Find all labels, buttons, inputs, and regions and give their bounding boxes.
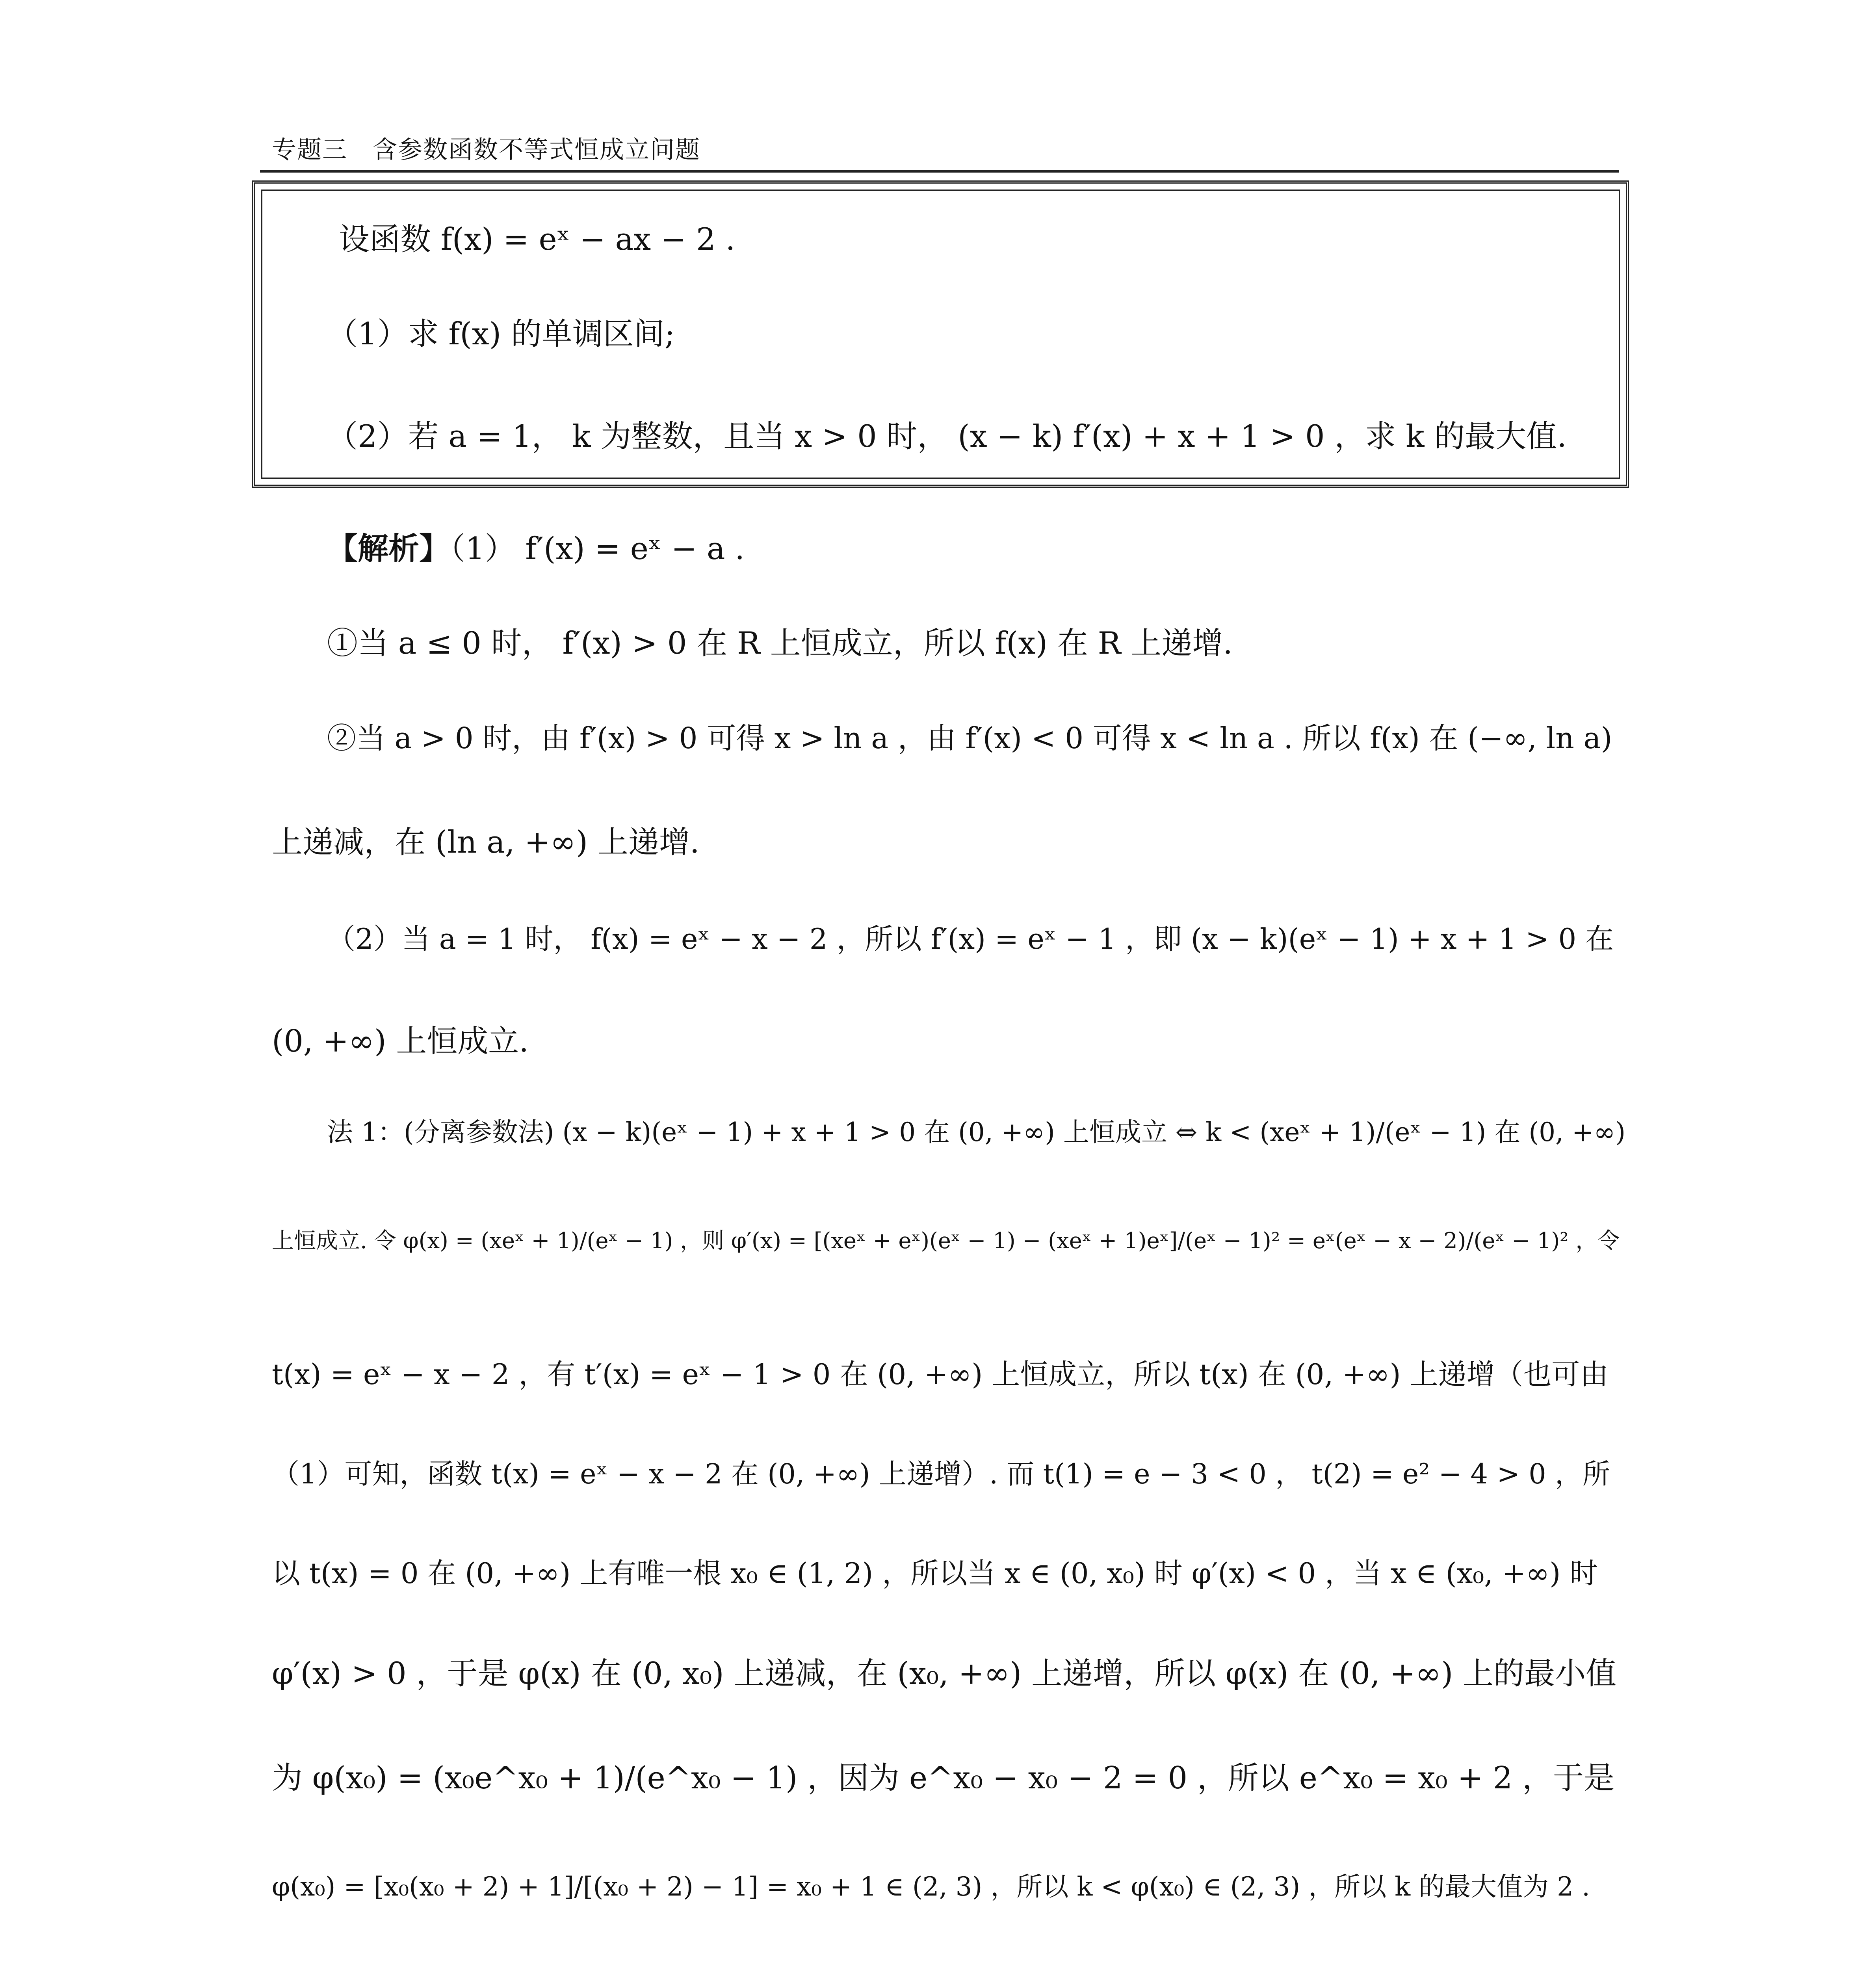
- solution-line-13: 为 φ(x₀) = (x₀e^x₀ + 1)/(e^x₀ − 1) ，因为 e^x₀ − x₀ − 2 = 0 ，所以 e^x₀ = x₀ + 2 ，于是: [272, 1760, 1615, 1796]
- solution-line-8: 上恒成立. 令 φ(x) = (xeˣ + 1)/(eˣ − 1) ，则 φ′(x) = [(xeˣ + eˣ)(eˣ − 1) − (xeˣ + 1)eˣ]/(eˣ − 1)² = eˣ(eˣ − x − 2)/(eˣ − 1)² ，令: [272, 1228, 1620, 1254]
- solution-line-1-text: （1） f′(x) = eˣ − a .: [450, 531, 745, 567]
- problem-line-1: 设函数 f(x) = eˣ − ax − 2 .: [339, 222, 736, 257]
- solution-line-5: （2）当 a = 1 时， f(x) = eˣ − x − 2 ，所以 f′(x) = eˣ − 1 ，即 (x − k)(eˣ − 1) + x + 1 > 0 在: [327, 922, 1614, 955]
- page-header-title: 专题三 含参数函数不等式恒成立问题: [272, 135, 701, 164]
- solution-line-11: 以 t(x) = 0 在 (0, +∞) 上有唯一根 x₀ ∈ (1, 2) ，所以当 x ∈ (0, x₀) 时 φ′(x) < 0 ，当 x ∈ (x₀, +∞) 时: [272, 1557, 1598, 1590]
- header-divider: [260, 170, 1619, 173]
- solution-line-12: φ′(x) > 0 ，于是 φ(x) 在 (0, x₀) 上递减，在 (x₀, +∞) 上递增，所以 φ(x) 在 (0, +∞) 上的最小值: [272, 1656, 1617, 1691]
- solution-line-7: 法 1：(分离参数法) (x − k)(eˣ − 1) + x + 1 > 0 在 (0, +∞) 上恒成立 ⇔ k < (xeˣ + 1)/(eˣ − 1) 在 (0, +∞): [327, 1117, 1626, 1147]
- problem-line-2: （1）求 f(x) 的单调区间;: [327, 316, 675, 352]
- solution-line-1: [327, 524, 745, 568]
- solution-line-2: ①当 a ≤ 0 时， f′(x) > 0 在 R 上恒成立，所以 f(x) 在 R 上递增.: [327, 626, 1233, 661]
- solution-line-6: (0, +∞) 上恒成立.: [272, 1024, 529, 1059]
- solution-line-14: φ(x₀) = [x₀(x₀ + 2) + 1]/[(x₀ + 2) − 1] = x₀ + 1 ∈ (2, 3) ，所以 k < φ(x₀) ∈ (2, 3) ，所以 k 的最大值为 2 .: [272, 1872, 1590, 1902]
- solution-line-3: ②当 a > 0 时，由 f′(x) > 0 可得 x > ln a ，由 f′(x) < 0 可得 x < ln a . 所以 f(x) 在 (−∞, ln a): [327, 721, 1612, 755]
- solution-line-10: （1）可知，函数 t(x) = eˣ − x − 2 在 (0, +∞) 上递增）. 而 t(1) = e − 3 < 0 ， t(2) = e² − 4 > 0 ，所: [272, 1458, 1610, 1490]
- solution-line-4: 上递减，在 (ln a, +∞) 上递增.: [272, 825, 700, 860]
- solution-line-9: t(x) = eˣ − x − 2 ，有 t′(x) = eˣ − 1 > 0 在 (0, +∞) 上恒成立，所以 t(x) 在 (0, +∞) 上递增（也可由: [272, 1358, 1609, 1391]
- problem-line-3: （2）若 a = 1， k 为整数，且当 x > 0 时， (x − k) f′(x) + x + 1 > 0 ，求 k 的最大值.: [327, 419, 1567, 454]
- solution-label: 【解析】: [327, 531, 450, 567]
